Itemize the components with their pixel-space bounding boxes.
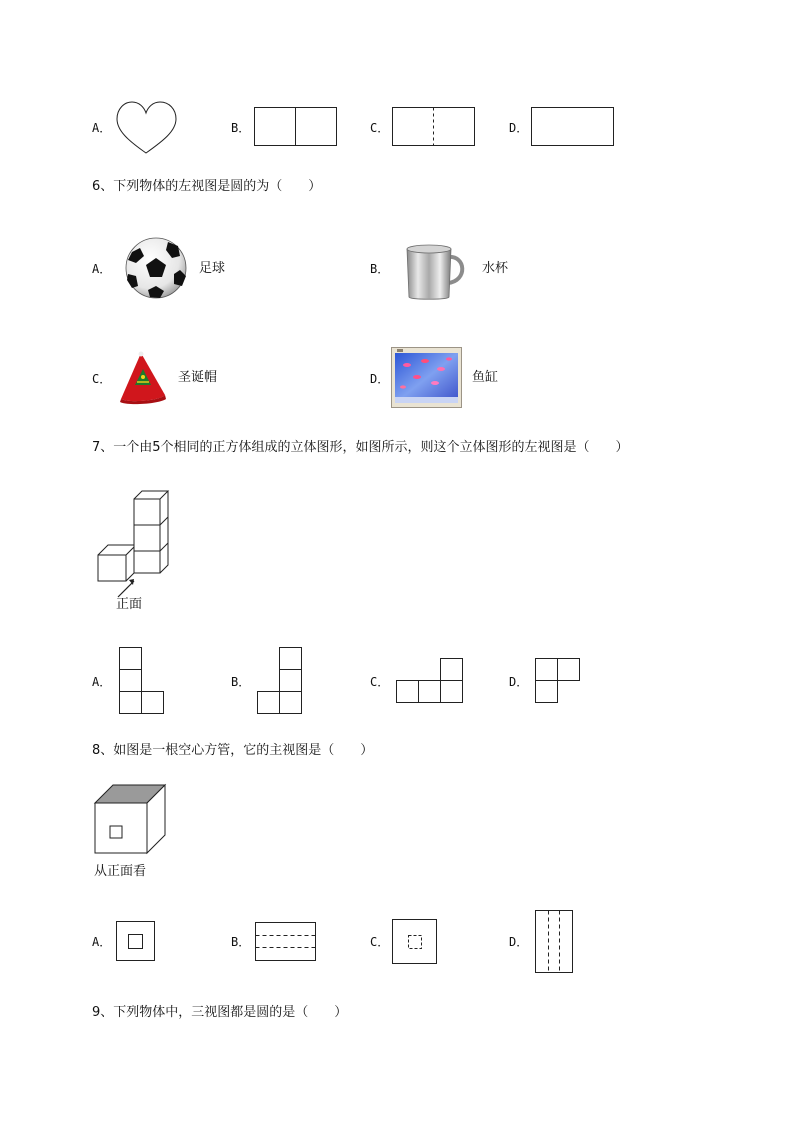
front-view-a-figure (116, 921, 156, 963)
q6-option-c-name: 圣诞帽 (178, 370, 218, 385)
heart-shape-figure (115, 101, 179, 155)
q6-stem: 6、下列物体的左视图是圆的为（ ） (92, 179, 322, 194)
q6-option-b-name: 水杯 (482, 261, 509, 276)
q6-option-a-name: 足球 (199, 261, 226, 276)
soccer-ball-image (124, 236, 188, 300)
five-cube-solid-figure (96, 489, 176, 589)
q8-option-b-label[interactable]: B． (231, 935, 251, 949)
q6-option-c-label[interactable]: C． (92, 372, 112, 386)
q6-option-d-label[interactable]: D． (370, 372, 390, 386)
view-shape-c-figure (396, 658, 466, 706)
hollow-square-tube-figure (94, 784, 168, 856)
q8-option-d-label[interactable]: D． (509, 935, 529, 949)
view-shape-d-figure (535, 658, 583, 706)
q7-option-d-label[interactable]: D． (509, 675, 529, 689)
q8-option-a-label[interactable]: A． (92, 935, 112, 949)
q5-option-d-label[interactable]: D． (509, 121, 529, 135)
q5-option-c-label[interactable]: C． (370, 121, 390, 135)
front-view-b-figure (255, 922, 317, 962)
fish-tank-image (391, 347, 463, 409)
front-view-c-figure (392, 919, 438, 965)
q7-option-b-label[interactable]: B． (231, 675, 251, 689)
q5-option-a-label[interactable]: A． (92, 121, 112, 135)
q8-option-c-label[interactable]: C． (370, 935, 390, 949)
view-shape-b-figure (257, 647, 305, 717)
q5-option-b-label[interactable]: B． (231, 121, 251, 135)
q8-stem: 8、如图是一根空心方管，它的主视图是（ ） (92, 743, 374, 758)
q9-stem: 9、下列物体中，三视图都是圆的是（ ） (92, 1005, 348, 1020)
split-rectangle-solid-figure (254, 107, 338, 147)
q7-option-c-label[interactable]: C． (370, 675, 390, 689)
q6-option-d-name: 鱼缸 (472, 370, 499, 385)
q7-option-a-label[interactable]: A． (92, 675, 112, 689)
split-rectangle-dashed-figure (392, 107, 476, 147)
q6-option-a-label[interactable]: A． (92, 262, 112, 276)
q7-stem: 7、一个由5个相同的正方体组成的立体图形，如图所示，则这个立体图形的左视图是（ ） (92, 440, 629, 455)
q8-figure-caption: 从正面看 (94, 864, 147, 879)
christmas-hat-image (119, 351, 169, 403)
front-view-d-figure (535, 910, 575, 974)
view-shape-a-figure (119, 647, 167, 717)
q6-option-b-label[interactable]: B． (370, 262, 390, 276)
steel-cup-image (404, 243, 468, 301)
q7-figure-caption: 正面 (116, 597, 143, 612)
plain-rectangle-figure (531, 107, 615, 147)
